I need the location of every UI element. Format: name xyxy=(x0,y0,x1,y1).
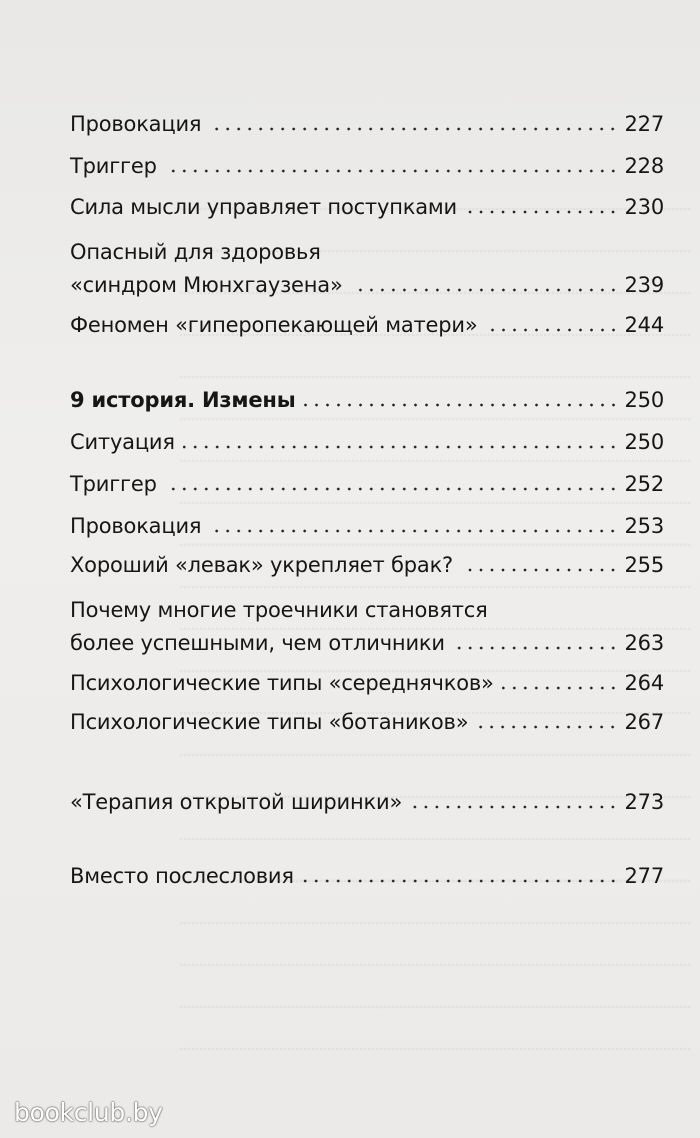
leader-dots xyxy=(304,403,619,407)
toc-entry-title: Ситуация xyxy=(70,430,175,454)
leader-dots xyxy=(165,487,619,491)
toc-entry xyxy=(70,311,664,339)
toc-entry-page: 239 xyxy=(624,273,664,297)
toc-entry-title: «Терапия открытой ширинки» xyxy=(70,790,403,814)
toc-entry-page: 273 xyxy=(624,790,664,814)
toc-entry xyxy=(70,551,664,579)
toc-entry xyxy=(70,470,664,498)
toc-entry xyxy=(70,862,664,890)
toc-entry-title: Триггер xyxy=(70,154,157,178)
toc-entry-title-line1: Почему многие троечники становятся xyxy=(70,598,488,622)
toc-chapter-title: 9 история. Измены xyxy=(70,388,296,412)
toc-entry-title: «синдром Мюнхгаузена» xyxy=(70,273,343,297)
leader-dots xyxy=(461,568,619,572)
toc-entry-page: 228 xyxy=(624,154,664,178)
watermark: bookclub.by xyxy=(14,1098,163,1127)
toc-entry-page: 250 xyxy=(624,388,664,412)
toc-entry-page: 277 xyxy=(624,864,664,888)
toc-entry xyxy=(70,512,664,540)
toc-entry-title: Вместо послесловия xyxy=(70,864,294,888)
leader-dots xyxy=(486,328,619,332)
toc-entry-page: 267 xyxy=(624,710,664,734)
toc-entry xyxy=(70,669,664,697)
toc-entry-title: Психологические типы «ботаников» xyxy=(70,710,469,734)
leader-dots xyxy=(410,805,618,809)
toc-entry-title: Феномен «гиперопекающей матери» xyxy=(70,313,478,337)
toc-entry-page: 227 xyxy=(624,112,664,136)
toc-entry-title: более успешными, чем отличники xyxy=(70,631,445,655)
toc-entry-title: Провокация xyxy=(70,514,202,538)
toc-entry-title: Провокация xyxy=(70,112,202,136)
leader-dots xyxy=(302,879,619,883)
toc-entry-page: 255 xyxy=(624,553,664,577)
toc-entry-page: 263 xyxy=(624,631,664,655)
leader-dots xyxy=(165,169,619,173)
toc-entry-page: 264 xyxy=(624,671,664,695)
toc-entry-title: Триггер xyxy=(70,472,157,496)
leader-dots xyxy=(351,288,619,292)
leader-dots xyxy=(209,127,618,131)
toc-chapter-entry xyxy=(70,386,664,414)
toc-entry-page: 244 xyxy=(624,313,664,337)
toc-entry xyxy=(70,152,664,180)
toc-entry-page: 252 xyxy=(624,472,664,496)
toc-entry-page: 230 xyxy=(624,195,664,219)
toc-entry xyxy=(70,110,664,138)
leader-dots xyxy=(209,529,618,533)
leader-dots xyxy=(502,686,619,690)
toc-entry-page: 253 xyxy=(624,514,664,538)
toc-entry xyxy=(70,591,664,657)
toc-entry-title: Сила мысли управляет поступками xyxy=(70,195,457,219)
toc-entry xyxy=(70,193,664,221)
leader-dots xyxy=(453,646,619,650)
leader-dots xyxy=(465,210,619,214)
toc-entry xyxy=(70,788,664,816)
toc-entry-title: Хороший «левак» укрепляет брак? xyxy=(70,553,453,577)
leader-dots xyxy=(476,725,618,729)
toc-entry-title: Психологические типы «середнячков» xyxy=(70,671,494,695)
leader-dots xyxy=(183,445,619,449)
toc-entry xyxy=(70,428,664,456)
toc-entry-page: 250 xyxy=(624,430,664,454)
toc-entry xyxy=(70,708,664,736)
toc-entry-title-line1: Опасный для здоровья xyxy=(70,240,321,264)
toc-entry xyxy=(70,233,664,299)
